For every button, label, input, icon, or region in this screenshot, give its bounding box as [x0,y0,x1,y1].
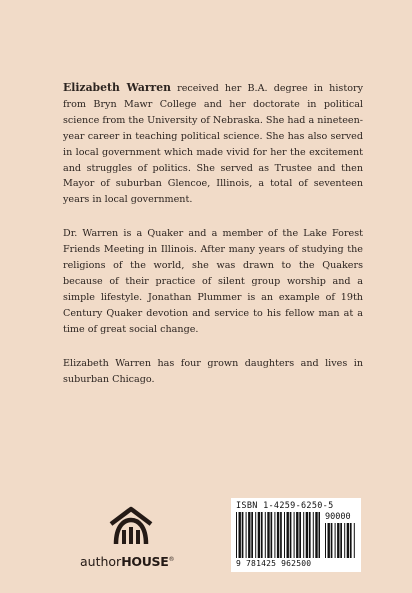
barcode-bar [287,512,289,558]
barcode-bar [354,523,355,558]
barcode-bar [236,512,237,558]
barcode-bar [344,523,345,558]
barcode-bar [277,512,279,558]
barcode-bar [251,512,253,558]
barcode-bar [255,512,256,558]
barcode-bar [347,523,349,558]
isbn-text: ISBN 1-4259-6250-5 [236,501,334,511]
barcode-bar [274,512,275,558]
barcode-bar [258,512,260,558]
barcode-bar [303,512,304,558]
barcode-bar [309,512,311,558]
barcode-bar [242,512,244,558]
barcode-bar [335,523,336,558]
ean-digits: 9 781425 962500 [236,559,312,568]
barcode-bar [267,512,269,558]
price-code: 90000 [325,512,351,522]
barcode-bar [290,512,292,558]
barcode-bar [246,512,247,558]
bio-paragraph-3: Elizabeth Warren has four grown daughters and lives in suburban Chicago. [63,357,363,385]
publisher-name [80,554,182,569]
barcode-bar [331,523,333,558]
barcode-bar [296,512,298,558]
barcode-bar [328,523,330,558]
authorhouse-logo-icon [108,506,154,548]
isbn-barcode [231,498,361,572]
barcode-bar [294,512,295,558]
barcode-bar [248,512,250,558]
barcode-bar [325,523,326,558]
barcode-bar [340,523,342,558]
publisher-logo [80,506,182,569]
barcode-bar [337,523,339,558]
barcode-bar [284,512,285,558]
bio-paragraph-1-text: received her B.A. degree in history from Bryn Mawr College and her doctorate in political science from the University of Nebraska. She had a nineteen-year career in teaching political science. She has also served in local government which made vivid for her the excitement and struggles of politics. She served as Trustee and then Mayor of suburban Glencoe, Illinois, a total of seventeen years in local government. [63,83,363,206]
barcode-bar [299,512,301,558]
barcode-bar [313,512,314,558]
bio-paragraph-2: Dr. Warren is a Quaker and a member of the Lake Forest Friends Meeting in Illinois. After many years of studying the religions of the world, she was drawn to the Quakers because of their practice of silent group worship and a simple lifestyle. Jonathan Plummer is an example of 19th Century Quaker devotion and service to his fellow man at a time of great social change. [63,228,363,335]
author-name: Elizabeth Warren [63,81,171,94]
barcode-bar [315,512,317,558]
publisher-name-light: author [80,554,122,569]
addon-barcode-bars [325,523,357,558]
barcode-bar [239,512,241,558]
barcode-bar [306,512,308,558]
barcode-bar [280,512,282,558]
bio-paragraph-1 [63,80,363,208]
publisher-name-bold: HOUSE [121,554,169,569]
barcode-bar [319,512,321,558]
barcode-bar [271,512,273,558]
barcode-bar [265,512,266,558]
registered-mark: ® [168,555,175,563]
author-bio [63,80,363,405]
barcode-bar [261,512,263,558]
barcode-bar [350,523,352,558]
ean-barcode-bars [236,512,320,558]
